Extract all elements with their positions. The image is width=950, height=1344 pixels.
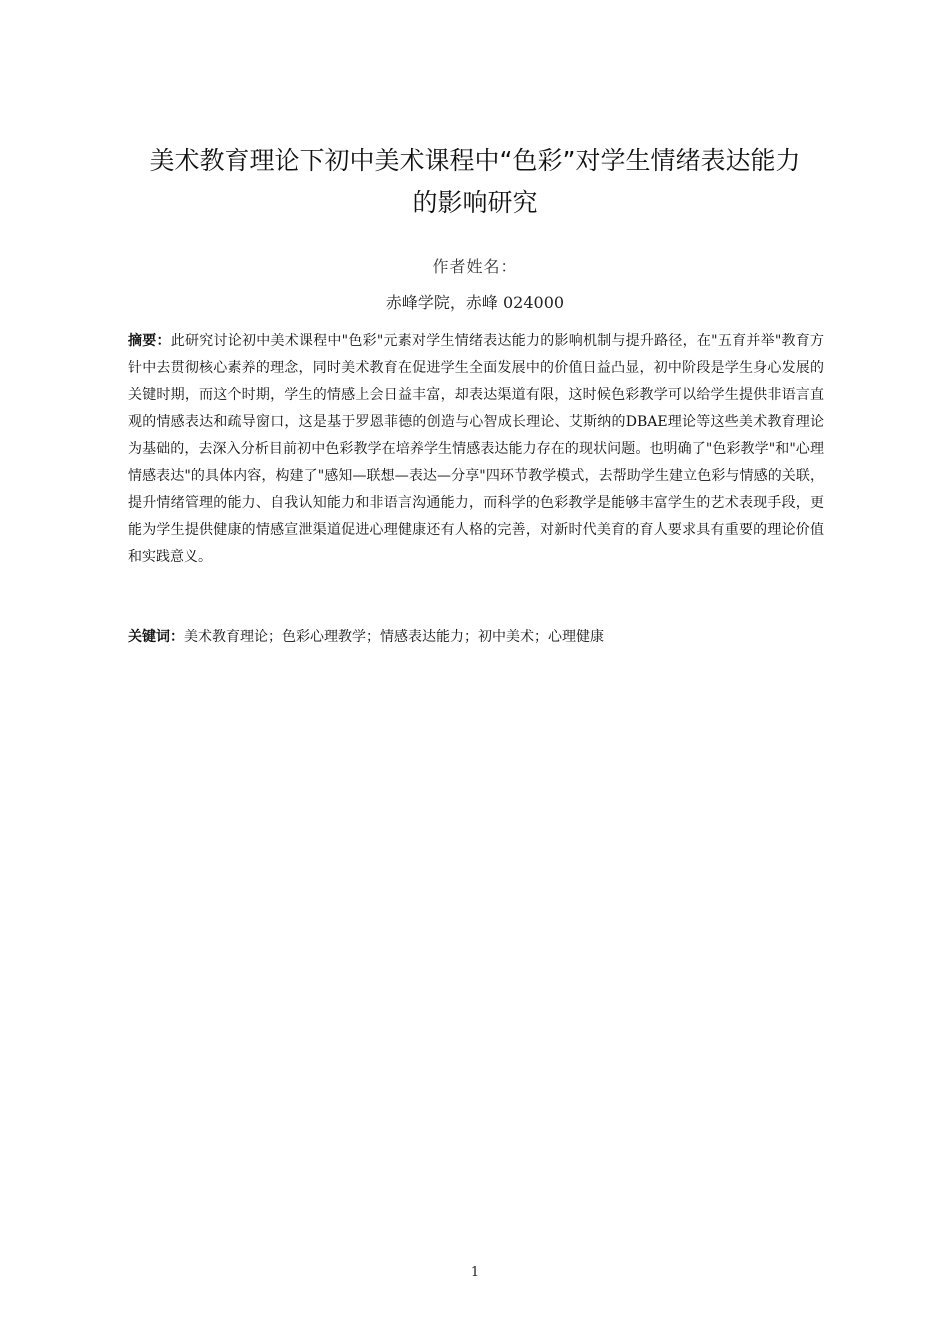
paper-title-line-2: 的影响研究 [412, 188, 538, 217]
keywords-text: 美术教育理论；色彩心理教学；情感表达能力；初中美术；心理健康 [184, 629, 604, 645]
author-affiliation: 赤峰学院，赤峰 024000 [385, 293, 565, 312]
keywords [128, 624, 824, 651]
abstract [128, 328, 824, 571]
author-name: 作者姓名： [432, 257, 518, 276]
keywords-label: 关键词： [128, 629, 184, 645]
paper-title-line-1: 美术教育理论下初中美术课程中“色彩”对学生情绪表达能力 [149, 146, 801, 175]
paper-title [110, 140, 840, 224]
abstract-text: 此研究讨论初中美术课程中"色彩"元素对学生情绪表达能力的影响机制与提升路径，在"五育并举"教育方针中去贯彻核心素养的理念，同时美术教育在促进学生全面发展中的价值日益凸显，初中阶段是学生身心发展的关键时期，而这个时期，学生的情感上会日益丰富，却表达渠道有限，这时候色彩教学可以给学生提供非语言直观的情感表达和疏导窗口，这是基于罗恩菲德的创造与心智成长理论、艾斯纳的DBAE理论等这些美术教育理论为基础的，去深入分析目前初中色彩教学在培养学生情感表达能力存在的现状问题。也明确了"色彩教学"和"心理情感表达"的具体内容，构建了"感知—联想—表达—分享"四环节教学模式，去帮助学生建立色彩与情感的关联，提升情绪管理的能力、自我认知能力和非语言沟通能力，而科学的色彩教学是能够丰富学生的艺术表现手段，更能为学生提供健康的情感宣泄渠道促进心理健康还有人格的完善，对新时代美育的育人要求具有重要的理论价值和实践意义。 [128, 333, 824, 565]
page-number: 1 [470, 1265, 480, 1280]
abstract-label: 摘要： [128, 333, 171, 349]
